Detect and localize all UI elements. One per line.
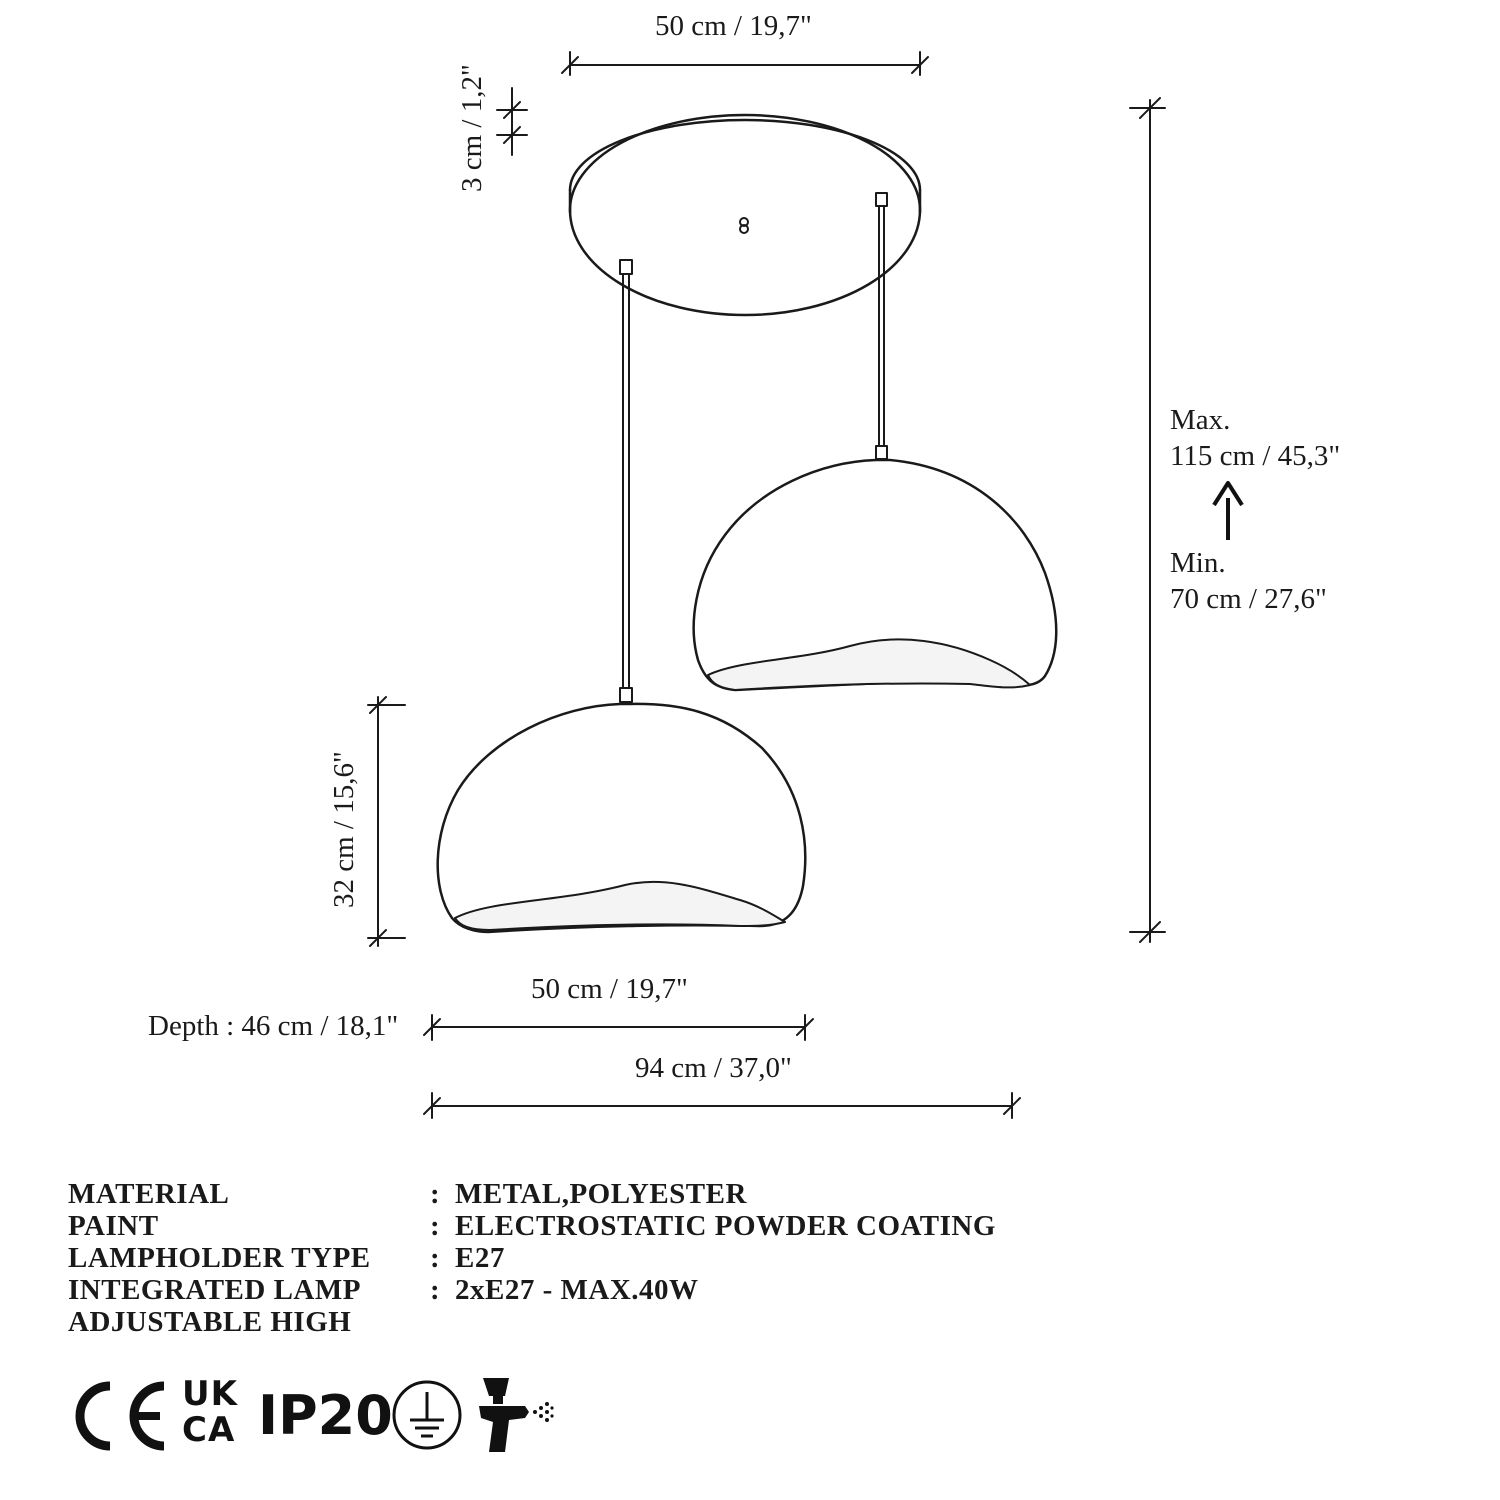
shade-width-dimension-line xyxy=(424,1015,813,1040)
spec-key: LAMPHOLDER TYPE xyxy=(68,1242,371,1274)
max-height-block xyxy=(1170,402,1340,474)
ukca-mark-icon xyxy=(182,1376,238,1448)
shade-width-label: 50 cm / 19,7" xyxy=(531,973,688,1005)
spec-value: ELECTROSTATIC POWDER COATING xyxy=(455,1210,996,1242)
spec-value: METAL,POLYESTER xyxy=(455,1178,747,1210)
min-height-value: 70 cm / 27,6" xyxy=(1170,583,1327,615)
left-pendant-shade xyxy=(438,704,806,932)
ground-symbol-icon xyxy=(390,1378,464,1452)
height-adjust-arrow-icon xyxy=(1214,483,1242,540)
spec-separator: : xyxy=(430,1178,441,1210)
min-label: Min. xyxy=(1170,547,1226,579)
spec-value: E27 xyxy=(455,1242,505,1274)
ce-mark-icon xyxy=(70,1380,172,1452)
spec-separator: : xyxy=(430,1274,441,1306)
spec-separator: : xyxy=(430,1242,441,1274)
spec-value: 2xE27 - MAX.40W xyxy=(455,1274,699,1306)
shade-height-label: 32 cm / 15,6" xyxy=(328,751,360,908)
depth-label: Depth : 46 cm / 18,1" xyxy=(148,1010,399,1042)
spec-key: MATERIAL xyxy=(68,1178,230,1210)
right-pendant-shade xyxy=(694,460,1057,690)
canopy-width-label: 50 cm / 19,7" xyxy=(655,10,812,42)
spec-separator: : xyxy=(430,1210,441,1242)
spray-gun-icon xyxy=(475,1372,555,1456)
spec-key: PAINT xyxy=(68,1210,159,1242)
spec-key: ADJUSTABLE HIGH xyxy=(68,1306,352,1338)
canopy-height-label: 3 cm / 1,2" xyxy=(456,64,488,192)
spec-key: INTEGRATED LAMP xyxy=(68,1274,361,1306)
total-width-label: 94 cm / 37,0" xyxy=(635,1052,792,1084)
left-suspension-cord xyxy=(620,260,632,702)
ukca-bottom: CA xyxy=(182,1410,236,1450)
canopy-height-dimension-line xyxy=(497,88,527,155)
total-height-dimension-line xyxy=(1130,98,1165,942)
min-height-block xyxy=(1170,545,1327,617)
max-label: Max. xyxy=(1170,404,1231,436)
ip-rating: IP20 xyxy=(258,1384,393,1447)
certification-marks xyxy=(70,1372,560,1456)
ukca-top: UK xyxy=(182,1374,238,1414)
shade-height-dimension-line xyxy=(368,697,405,946)
canopy-width-dimension-line xyxy=(562,52,928,75)
total-width-dimension-line xyxy=(424,1093,1020,1118)
max-height-value: 115 cm / 45,3" xyxy=(1170,440,1341,472)
